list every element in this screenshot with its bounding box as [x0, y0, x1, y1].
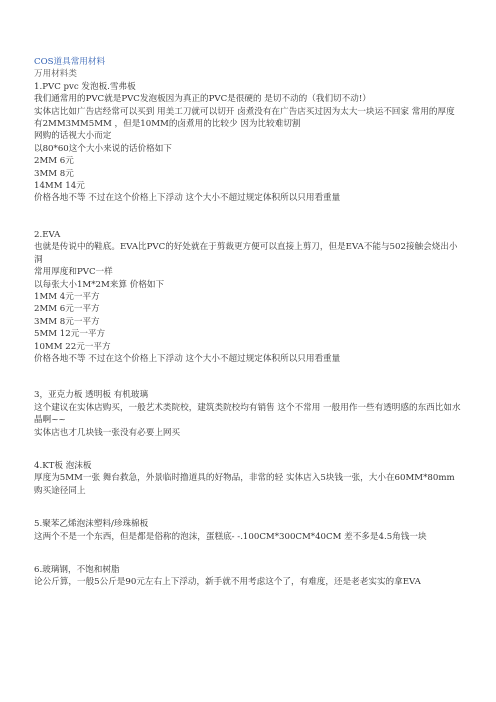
document-subtitle: 万用材料类: [34, 69, 77, 80]
paragraph: 这两个不是一个东西，但是都是俗称的泡沫，蛋糕底- -.100CM*300CM*40CM 差不多是4.5角钱一块: [34, 531, 427, 542]
price-item: 14MM 14元: [34, 181, 85, 192]
section-kt-board: [34, 460, 462, 497]
paragraph: 也就是传说中的鞋底。EVA比PVC的好处就在于剪裁更方便可以直接上剪刀，但是EVA不能与502接触会烧出小洞: [34, 242, 458, 265]
paragraph: 厚度为5MM一张 舞台救急，外景临时撸道具的好物品，非常的轻 实体店入5块钱一张，大小在60MM*80mm 购买途径同上: [34, 473, 455, 496]
document-page: [34, 56, 462, 589]
price-item: 10MM 22元一平方: [34, 341, 111, 352]
document-title: COS道具常用材料: [34, 57, 106, 67]
section-pvc: [34, 81, 462, 205]
section-eva: [34, 229, 462, 365]
spacer: [34, 439, 462, 460]
price-item: 2MM 6元: [34, 156, 74, 167]
paragraph: 实体店比如广告店经常可以买到 用美工刀就可以切开 卤煮没有在广告店买过因为太大一块运不回家 常用的厚度有2MM3MM5MM ，但是10MM的卤煮用的比较少 因为比较难切割: [34, 106, 455, 130]
paragraph: 以80*60这个大小来说的话价格如下: [34, 143, 172, 154]
paragraph: 实体店也才几块钱一张没有必要上网买: [34, 427, 181, 438]
spacer: [34, 497, 462, 518]
price-item: 5MM 12元一平方: [34, 329, 106, 340]
price-item: 3MM 8元: [34, 168, 74, 179]
spacer: [34, 543, 462, 564]
paragraph: 论公斤算，一般5公斤是90元左右上下浮动，新手就不用考虑这个了，有难度，还是老老实实的拿EVA: [34, 577, 421, 588]
section-polystyrene: [34, 518, 462, 543]
paragraph: 网购的话视大小而定: [34, 131, 112, 142]
section-heading: 1.PVC pvc 发泡板.雪弗板: [34, 81, 136, 92]
section-acrylic: [34, 389, 462, 439]
spacer: [34, 205, 462, 229]
section-fiberglass: [34, 564, 462, 589]
price-note: 价格各地不等 不过在这个价格上下浮动 这个大小不超过规定体积所以只用看重量: [34, 193, 341, 204]
price-note: 价格各地不等 不过在这个价格上下浮动 这个大小不超过规定体积所以只用看重量: [34, 353, 341, 364]
paragraph: 常用厚度和PVC一样: [34, 267, 113, 278]
paragraph: 我们通常用的PVC就是PVC发泡板因为真正的PVC是很硬的 是切不动的（我们切不动!）: [34, 94, 371, 105]
section-heading: 2.EVA: [34, 229, 61, 240]
price-item: 1MM 4元一平方: [34, 291, 100, 302]
section-heading: 5.聚苯乙烯泡沫塑料/珍珠棉板: [34, 519, 149, 530]
section-heading: 6.玻璃钢，不饱和树脂: [34, 565, 120, 575]
spacer: [34, 365, 462, 389]
price-item: 2MM 6元一平方: [34, 304, 100, 315]
section-heading: 3，亚克力板 透明板 有机玻璃: [34, 390, 149, 401]
price-item: 3MM 8元一平方: [34, 316, 100, 327]
paragraph: 这个建议在实体店购买，一般艺术类院校，建筑类院校均有销售 这个不常用 一般用作一些有透明感的东西比如水晶啊~~: [34, 402, 461, 426]
paragraph: 以每张大小1M*2M来算 价格如下: [34, 279, 165, 290]
section-heading: 4.KT板 泡沫板: [34, 460, 92, 471]
